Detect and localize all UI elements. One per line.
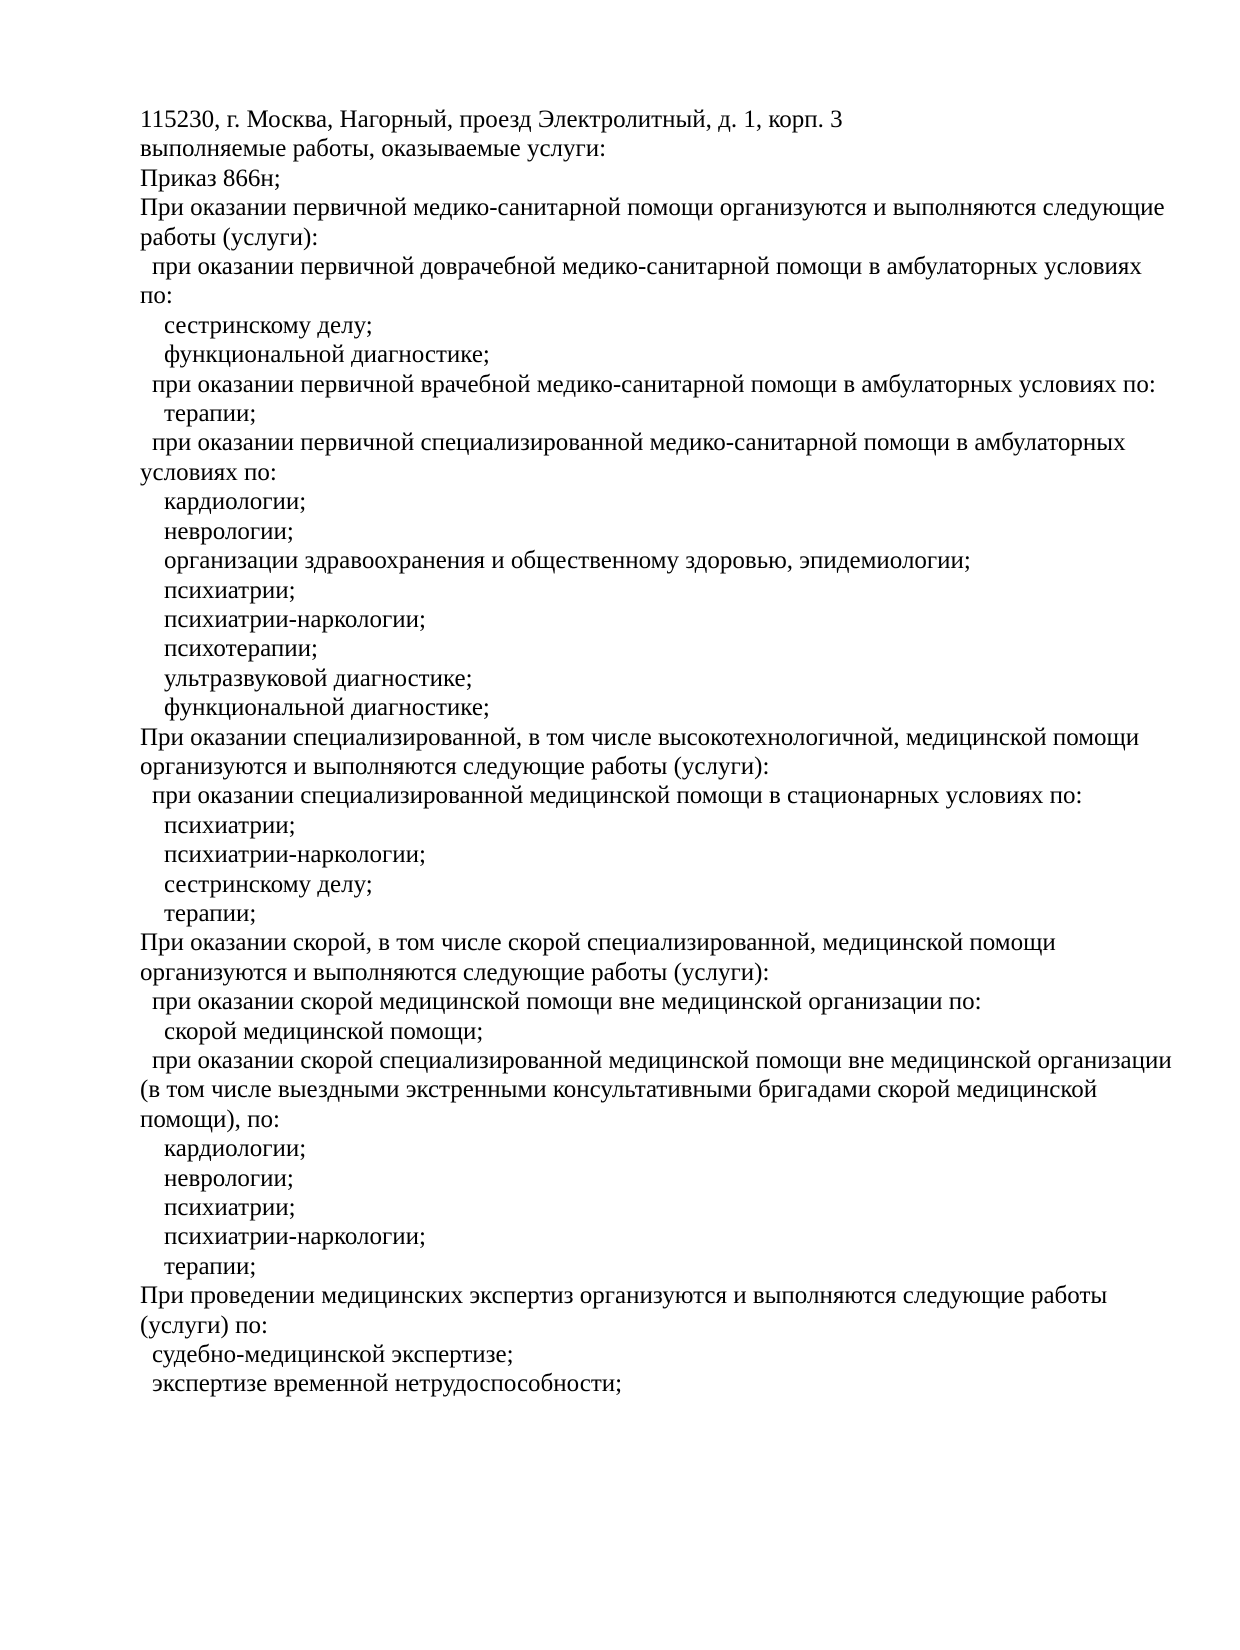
text-line: скорой медицинской помощи; xyxy=(164,1017,484,1045)
text-line: организуются и выполняются следующие работы (услуги): xyxy=(140,958,770,986)
text-line: ультразвуковой диагностике; xyxy=(164,664,473,692)
text-line: При проведении медицинских экспертиз организуются и выполняются следующие работы xyxy=(140,1282,1108,1310)
text-line: сестринскому делу; xyxy=(164,870,373,898)
text-line: терапии; xyxy=(164,400,257,428)
text-line: психиатрии; xyxy=(164,576,296,604)
text-line: функциональной диагностике; xyxy=(164,341,490,369)
text-line: При оказании специализированной, в том числе высокотехнологичной, медицинской помощи xyxy=(140,723,1140,751)
text-line: при оказании скорой медицинской помощи вне медицинской организации по: xyxy=(152,988,982,1016)
text-line: при оказании скорой специализированной медицинской помощи вне медицинской организации xyxy=(152,1047,1172,1074)
text-line: психиатрии; xyxy=(164,1194,296,1222)
text-line: выполняемые работы, оказываемые услуги: xyxy=(140,135,607,163)
text-line: (услуги) по: xyxy=(140,1311,268,1339)
text-line: При оказании скорой, в том числе скорой специализированной, медицинской помощи xyxy=(140,929,1056,957)
text-line: неврологии; xyxy=(164,1164,294,1192)
text-line: При оказании первичной медико-санитарной помощи организуются и выполняются следующие xyxy=(140,194,1165,222)
text-line: неврологии; xyxy=(164,517,294,545)
text-line: терапии; xyxy=(164,899,257,927)
text-line: работы (услуги): xyxy=(140,223,319,251)
text-line: организации здравоохранения и общественному здоровью, эпидемиологии; xyxy=(164,547,971,575)
text-line: психиатрии; xyxy=(164,811,296,839)
text-line: при оказании специализированной медицинской помощи в стационарных условиях по: xyxy=(152,782,1083,810)
text-line: (в том числе выездными экстренными консультативными бригадами скорой медицинской xyxy=(140,1076,1098,1104)
text-line: при оказании первичной доврачебной медико-санитарной помощи в амбулаторных условиях xyxy=(152,253,1142,281)
text-line: кардиологии; xyxy=(164,488,307,516)
document-text-block xyxy=(140,105,1172,1399)
text-line: функциональной диагностике; xyxy=(164,694,490,722)
text-line: кардиологии; xyxy=(164,1135,307,1163)
text-line: при оказании первичной специализированной медико-санитарной помощи в амбулаторных xyxy=(152,429,1126,457)
text-line: по: xyxy=(140,282,173,310)
text-line: 115230, г. Москва, Нагорный, проезд Электролитный, д. 1, корп. 3 xyxy=(140,106,843,133)
text-line: при оказании первичной врачебной медико-санитарной помощи в амбулаторных условиях по: xyxy=(152,370,1156,398)
text-line: судебно-медицинской экспертизе; xyxy=(152,1341,514,1369)
text-line: организуются и выполняются следующие работы (услуги): xyxy=(140,752,770,780)
text-line: психотерапии; xyxy=(164,635,318,663)
text-line: помощи), по: xyxy=(140,1105,281,1133)
text-line: условиях по: xyxy=(140,458,277,486)
text-line: психиатрии-наркологии; xyxy=(164,1223,426,1251)
text-line: Приказ 866н; xyxy=(140,164,281,192)
text-line: сестринскому делу; xyxy=(164,311,373,339)
text-line: экспертизе временной нетрудоспособности; xyxy=(152,1370,623,1398)
text-line: психиатрии-наркологии; xyxy=(164,841,426,869)
text-line: психиатрии-наркологии; xyxy=(164,605,426,633)
text-line: терапии; xyxy=(164,1252,257,1280)
